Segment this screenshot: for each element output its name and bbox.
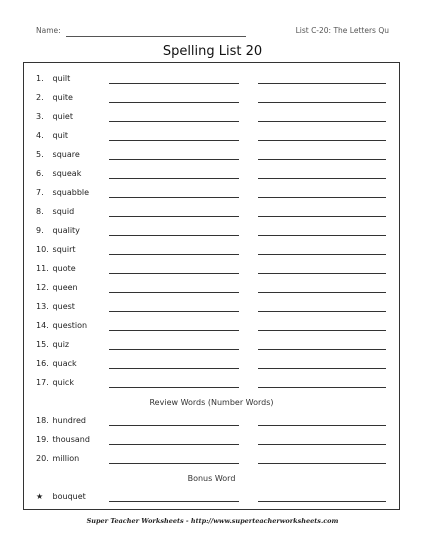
word-entry — [36, 264, 76, 273]
write-line-2[interactable] — [258, 387, 386, 388]
write-line-1[interactable] — [109, 444, 239, 445]
word-text: quiet — [52, 112, 73, 121]
word-text: quest — [52, 302, 75, 311]
word-number: 13. — [36, 302, 49, 311]
write-line-1[interactable] — [109, 140, 239, 141]
write-line-2[interactable] — [258, 330, 386, 331]
write-line-2[interactable] — [258, 83, 386, 84]
word-entry — [36, 74, 70, 83]
word-row — [24, 220, 399, 239]
word-number: 9. — [36, 226, 44, 235]
word-row — [24, 277, 399, 296]
word-number: 12. — [36, 283, 49, 292]
write-line-1[interactable] — [109, 273, 239, 274]
page-title: Spelling List 20 — [162, 44, 263, 59]
word-text: squabble — [52, 188, 90, 197]
write-line-2[interactable] — [258, 197, 386, 198]
write-line-1[interactable] — [109, 235, 239, 236]
word-number: 20. — [36, 454, 49, 463]
word-text: quick — [52, 378, 74, 387]
word-entry — [36, 93, 73, 102]
bonus-word-heading: Bonus Word — [187, 474, 236, 483]
word-entry — [36, 188, 89, 197]
write-line-2[interactable] — [258, 463, 386, 464]
write-line-2[interactable] — [258, 311, 386, 312]
word-row — [24, 239, 399, 258]
word-number: 8. — [36, 207, 44, 216]
word-number: 2. — [36, 93, 44, 102]
word-text: quality — [52, 226, 80, 235]
word-number: 17. — [36, 378, 49, 387]
word-row — [24, 353, 399, 372]
word-number: 11. — [36, 264, 49, 273]
word-entry — [36, 207, 74, 216]
write-line-2[interactable] — [258, 159, 386, 160]
worksheet-header — [36, 26, 389, 40]
star-icon: ★ — [36, 492, 44, 501]
word-text: question — [52, 321, 88, 330]
write-line-1[interactable] — [109, 387, 239, 388]
word-number: 5. — [36, 150, 44, 159]
word-row — [24, 106, 399, 125]
word-text: quack — [52, 359, 77, 368]
word-text: million — [52, 454, 80, 463]
word-entry — [36, 131, 68, 140]
word-number: 14. — [36, 321, 49, 330]
word-entry — [36, 435, 90, 444]
word-row — [24, 163, 399, 182]
word-entry — [36, 321, 87, 330]
word-entry — [36, 283, 78, 292]
word-row — [24, 296, 399, 315]
word-text: quote — [52, 264, 76, 273]
word-row — [24, 258, 399, 277]
write-line-2[interactable] — [258, 349, 386, 350]
write-line-1[interactable] — [109, 254, 239, 255]
write-line-1[interactable] — [109, 83, 239, 84]
word-entry — [36, 416, 86, 425]
bonus-word-row — [24, 486, 399, 505]
word-number: 7. — [36, 188, 44, 197]
word-text: quite — [52, 93, 73, 102]
review-word-row — [24, 429, 399, 448]
write-line-1[interactable] — [109, 102, 239, 103]
write-line-1[interactable] — [109, 349, 239, 350]
word-entry — [36, 359, 77, 368]
name-label: Name: — [36, 26, 61, 35]
word-row — [24, 201, 399, 220]
footer-credit: Super Teacher Worksheets - http://www.superteacherworksheets.com — [86, 517, 339, 525]
review-words-heading: Review Words (Number Words) — [149, 398, 274, 407]
write-line-1[interactable] — [109, 463, 239, 464]
word-number: 15. — [36, 340, 49, 349]
write-line-1[interactable] — [109, 197, 239, 198]
write-line-2[interactable] — [258, 254, 386, 255]
spelling-list-box — [23, 62, 400, 510]
word-text: bouquet — [52, 492, 86, 501]
word-row — [24, 68, 399, 87]
word-text: square — [52, 150, 80, 159]
word-row — [24, 315, 399, 334]
word-entry — [36, 454, 79, 463]
word-entry — [36, 112, 73, 121]
word-row — [24, 144, 399, 163]
word-row — [24, 334, 399, 353]
write-line-2[interactable] — [258, 216, 386, 217]
write-line-2[interactable] — [258, 273, 386, 274]
word-number: 6. — [36, 169, 44, 178]
word-number: 18. — [36, 416, 49, 425]
word-entry — [36, 340, 69, 349]
write-line-2[interactable] — [258, 178, 386, 179]
word-text: quiz — [52, 340, 70, 349]
word-text: squid — [52, 207, 75, 216]
word-text: thousand — [52, 435, 90, 444]
word-number: 10. — [36, 245, 49, 254]
word-text: queen — [52, 283, 78, 292]
write-line-1[interactable] — [109, 501, 239, 502]
write-line-1[interactable] — [109, 178, 239, 179]
name-line[interactable] — [66, 36, 246, 37]
review-word-row — [24, 410, 399, 429]
write-line-1[interactable] — [109, 159, 239, 160]
word-entry — [36, 378, 74, 387]
list-info: List C-20: The Letters Qu — [295, 26, 389, 35]
write-line-2[interactable] — [258, 140, 386, 141]
word-entry — [36, 492, 86, 501]
write-line-2[interactable] — [258, 368, 386, 369]
write-line-1[interactable] — [109, 216, 239, 217]
write-line-2[interactable] — [258, 501, 386, 502]
word-entry — [36, 302, 75, 311]
word-entry — [36, 245, 76, 254]
write-line-1[interactable] — [109, 368, 239, 369]
word-text: squeak — [52, 169, 82, 178]
word-number: 3. — [36, 112, 44, 121]
write-line-1[interactable] — [109, 330, 239, 331]
write-line-1[interactable] — [109, 311, 239, 312]
word-text: quit — [52, 131, 69, 140]
write-line-1[interactable] — [109, 121, 239, 122]
word-number: 4. — [36, 131, 44, 140]
write-line-2[interactable] — [258, 102, 386, 103]
word-row — [24, 182, 399, 201]
write-line-2[interactable] — [258, 292, 386, 293]
word-text: quilt — [52, 74, 71, 83]
review-word-row — [24, 448, 399, 467]
write-line-2[interactable] — [258, 121, 386, 122]
write-line-1[interactable] — [109, 292, 239, 293]
word-row — [24, 87, 399, 106]
word-text: squirt — [52, 245, 76, 254]
word-entry — [36, 150, 80, 159]
write-line-2[interactable] — [258, 235, 386, 236]
word-row — [24, 372, 399, 391]
word-entry — [36, 169, 81, 178]
word-number: 19. — [36, 435, 49, 444]
write-line-2[interactable] — [258, 444, 386, 445]
word-entry — [36, 226, 80, 235]
word-text: hundred — [52, 416, 86, 425]
word-row — [24, 125, 399, 144]
write-line-1[interactable] — [109, 425, 239, 426]
word-number: 16. — [36, 359, 49, 368]
word-number: 1. — [36, 74, 44, 83]
write-line-2[interactable] — [258, 425, 386, 426]
